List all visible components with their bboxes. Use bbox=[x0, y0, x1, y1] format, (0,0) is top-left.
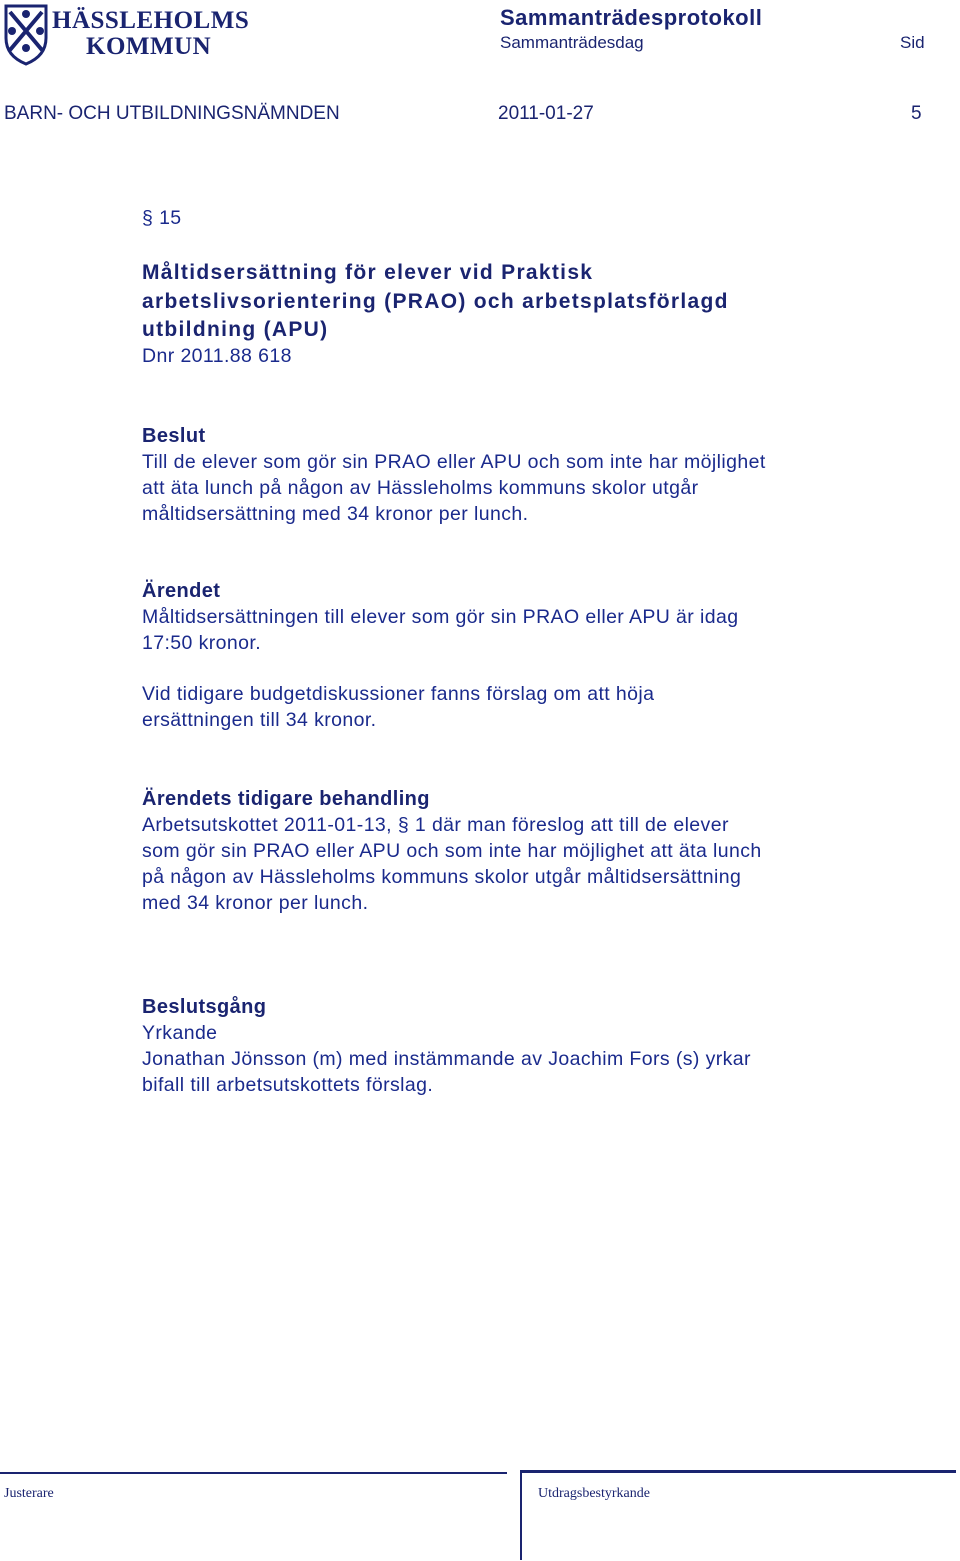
page-number: 5 bbox=[911, 103, 922, 124]
paragraph-line: bifall till arbetsutskottets förslag. bbox=[142, 1074, 434, 1096]
logo-line-1: HÄSSLEHOLMS bbox=[52, 7, 250, 34]
meeting-date-label: Sammanträdesdag bbox=[500, 33, 644, 52]
paragraph-line: att äta lunch på någon av Hässleholms kommuns skolor utgår bbox=[142, 477, 699, 499]
meeting-date: 2011-01-27 bbox=[498, 103, 594, 124]
item-title-line: Måltidsersättning för elever vid Praktisk bbox=[142, 261, 594, 284]
coat-of-arms-icon bbox=[4, 4, 48, 66]
decision-section bbox=[142, 423, 902, 527]
decision-process-section bbox=[142, 994, 902, 1098]
matter-heading: Ärendet bbox=[142, 580, 221, 602]
board-name: BARN- OCH UTBILDNINGSNÄMNDEN bbox=[4, 103, 340, 124]
extract-certification-label: Utdragsbestyrkande bbox=[538, 1486, 650, 1501]
footer-rule bbox=[520, 1470, 956, 1473]
logo-wordmark bbox=[52, 8, 249, 60]
page-label: Sid bbox=[900, 33, 925, 52]
section-number: § 15 bbox=[142, 207, 182, 229]
previous-handling-section bbox=[142, 786, 902, 916]
decision-process-heading: Beslutsgång bbox=[142, 996, 267, 1018]
matter-paragraph-2 bbox=[142, 681, 902, 733]
paragraph-line: Måltidsersättningen till elever som gör sin PRAO eller APU är idag bbox=[142, 606, 739, 628]
diary-number: Dnr 2011.88 618 bbox=[142, 345, 292, 367]
item-title bbox=[142, 259, 902, 345]
document-title: Sammanträdesprotokoll bbox=[500, 5, 763, 30]
paragraph-line: på någon av Hässleholms kommuns skolor utgår måltidsersättning bbox=[142, 866, 742, 888]
paragraph-line: Jonathan Jönsson (m) med instämmande av Joachim Fors (s) yrkar bbox=[142, 1048, 751, 1070]
adjuster-label: Justerare bbox=[4, 1486, 54, 1501]
matter-section bbox=[142, 578, 902, 656]
motion-subheading: Yrkande bbox=[142, 1022, 218, 1044]
footer-divider bbox=[520, 1472, 522, 1560]
item-title-line: arbetslivsorientering (PRAO) och arbetsplatsförlagd bbox=[142, 289, 729, 313]
footer-rule bbox=[0, 1472, 507, 1474]
paragraph-line: Till de elever som gör sin PRAO eller APU och som inte har möjlighet bbox=[142, 451, 766, 473]
paragraph-line: måltidsersättning med 34 kronor per lunch. bbox=[142, 503, 529, 525]
paragraph-line: med 34 kronor per lunch. bbox=[142, 892, 369, 914]
paragraph-line: Vid tidigare budgetdiskussioner fanns förslag om att höja bbox=[142, 683, 655, 705]
paragraph-line: Arbetsutskottet 2011-01-13, § 1 där man föreslog att till de elever bbox=[142, 814, 729, 836]
decision-heading: Beslut bbox=[142, 425, 206, 447]
paragraph-line: ersättningen till 34 kronor. bbox=[142, 709, 377, 731]
paragraph-line: som gör sin PRAO eller APU och som inte har möjlighet att äta lunch bbox=[142, 840, 762, 862]
logo-line-2: KOMMUN bbox=[86, 33, 212, 60]
paragraph-line: 17:50 kronor. bbox=[142, 632, 262, 654]
previous-handling-heading: Ärendets tidigare behandling bbox=[142, 788, 430, 810]
item-title-line: utbildning (APU) bbox=[142, 318, 329, 341]
